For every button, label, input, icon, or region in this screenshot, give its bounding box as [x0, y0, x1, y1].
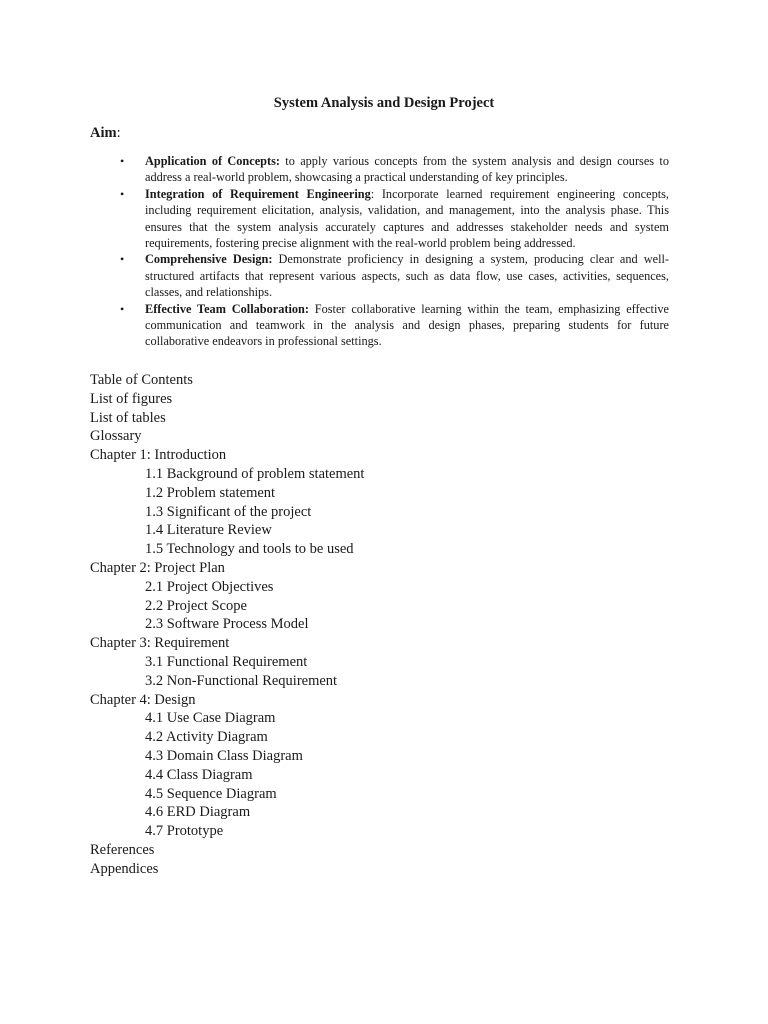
toc-section: 1.4 Literature Review [145, 522, 272, 539]
toc-chapter: Chapter 1: Introduction [90, 447, 227, 464]
bullet-icon: • [120, 301, 125, 316]
aim-heading [90, 124, 121, 142]
toc-section: 4.1 Use Case Diagram [145, 710, 276, 727]
bullet-text: to apply various concepts from the system analysis and design courses to address a real-world problem, showcasing a practical understanding of key principles. [145, 154, 669, 185]
toc-section: 1.5 Technology and tools to be used [145, 541, 354, 558]
toc-section: 1.3 Significant of the project [145, 503, 312, 520]
toc-section: 2.2 Project Scope [145, 597, 247, 614]
toc-section: 4.2 Activity Diagram [145, 729, 268, 746]
bullet-text: Demonstrate proficiency in designing a system, producing clear and well-structured artifacts that represent various aspects, such as data flow, use cases, activities, sequences, classes, and relationships. [145, 252, 669, 300]
toc-section: 4.7 Prototype [145, 823, 224, 840]
toc-entry: Appendices [90, 860, 159, 877]
toc-chapter: Chapter 4: Design [90, 691, 196, 708]
bullet-bold-lead: Integration of Requirement Engineering [145, 186, 371, 201]
bullet-bold-lead: Comprehensive Design: [145, 252, 273, 267]
toc-section: 1.2 Problem statement [145, 484, 276, 501]
table-of-contents [90, 371, 364, 879]
bullet-item [90, 301, 669, 350]
toc-entry: References [90, 841, 155, 858]
document-title: System Analysis and Design Project [273, 95, 495, 111]
aim-suffix: : [116, 125, 121, 141]
aim-label: Aim [90, 125, 117, 141]
bullet-bold-lead: Application of Concepts: [145, 154, 280, 168]
aim-bullet-list [90, 153, 669, 350]
bullet-icon: • [120, 252, 125, 267]
toc-entry: Glossary [90, 428, 142, 445]
toc-section: 3.1 Functional Requirement [145, 653, 308, 670]
bullet-item [90, 153, 669, 186]
bullet-icon: • [120, 186, 125, 201]
bullet-item [90, 251, 669, 300]
bullet-bold-lead: Effective Team Collaboration: [145, 301, 309, 316]
bullet-item [90, 186, 669, 252]
bullet-text: : Incorporate learned requirement engineering concepts, including requirement elicitation, analysis, validation, and management, into the analysis phase. This ensures that the system analysis accurately captures and addresses stakeholder needs and system requirements, fostering precise alignment with the real-world problem being addressed. [145, 186, 669, 251]
bullet-text: Foster collaborative learning within the team, emphasizing effective communication and teamwork in the analysis and design phases, preparing students for future collaborative endeavors in professional settings. [145, 301, 669, 349]
toc-section: 3.2 Non-Functional Requirement [145, 672, 338, 689]
toc-section: 2.1 Project Objectives [145, 578, 274, 595]
toc-section: 2.3 Software Process Model [145, 616, 309, 633]
toc-chapter: Chapter 3: Requirement [90, 635, 230, 652]
toc-section: 4.6 ERD Diagram [145, 804, 251, 821]
bullet-icon: • [120, 154, 125, 168]
toc-entry: List of tables [90, 409, 166, 426]
toc-section: 4.3 Domain Class Diagram [145, 747, 303, 764]
toc-chapter: Chapter 2: Project Plan [90, 559, 225, 576]
toc-section: 4.5 Sequence Diagram [145, 785, 277, 802]
toc-entry: Table of Contents [90, 372, 193, 388]
toc-entry: List of figures [90, 390, 173, 407]
toc-section: 4.4 Class Diagram [145, 766, 253, 783]
toc-section: 1.1 Background of problem statement [145, 465, 365, 482]
